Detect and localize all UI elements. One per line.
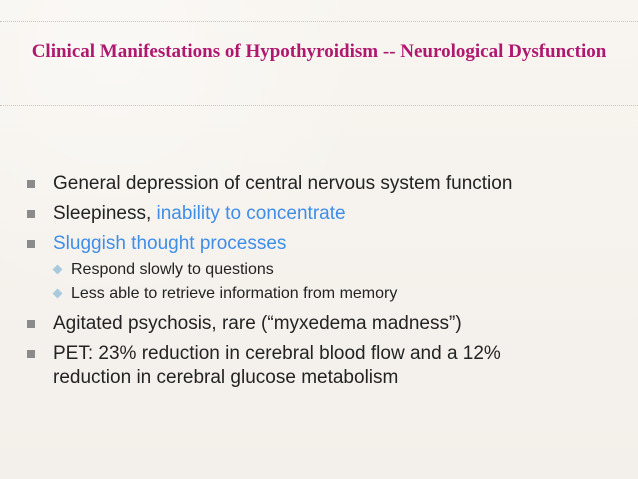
diamond-bullet-icon	[53, 289, 63, 299]
bullet-text: PET: 23% reduction in cerebral blood flow and a 12% reduction in cerebral glucose metabolism	[53, 343, 501, 388]
diamond-bullet-icon	[53, 265, 63, 275]
square-bullet-icon	[27, 350, 35, 358]
highlighted-text: Sluggish thought processes	[53, 233, 287, 254]
slide-title: Clinical Manifestations of Hypothyroidism -- Neurological Dysfunction	[31, 41, 607, 62]
bullet-text-prefix: Sleepiness,	[53, 203, 157, 224]
square-bullet-icon	[27, 240, 35, 248]
square-bullet-icon	[27, 320, 35, 328]
top-divider	[0, 21, 638, 22]
sub-bullet-text: Less able to retrieve information from memory	[71, 285, 398, 302]
square-bullet-icon	[27, 210, 35, 218]
bullet-text: General depression of central nervous system function	[53, 173, 513, 194]
square-bullet-icon	[27, 180, 35, 188]
bullet-text: Agitated psychosis, rare (“myxedema madness”)	[53, 313, 462, 334]
sub-bullet-text: Respond slowly to questions	[71, 261, 274, 278]
bullet-text	[53, 202, 603, 226]
bottom-divider	[0, 105, 638, 106]
highlighted-text: inability to concentrate	[156, 203, 346, 224]
